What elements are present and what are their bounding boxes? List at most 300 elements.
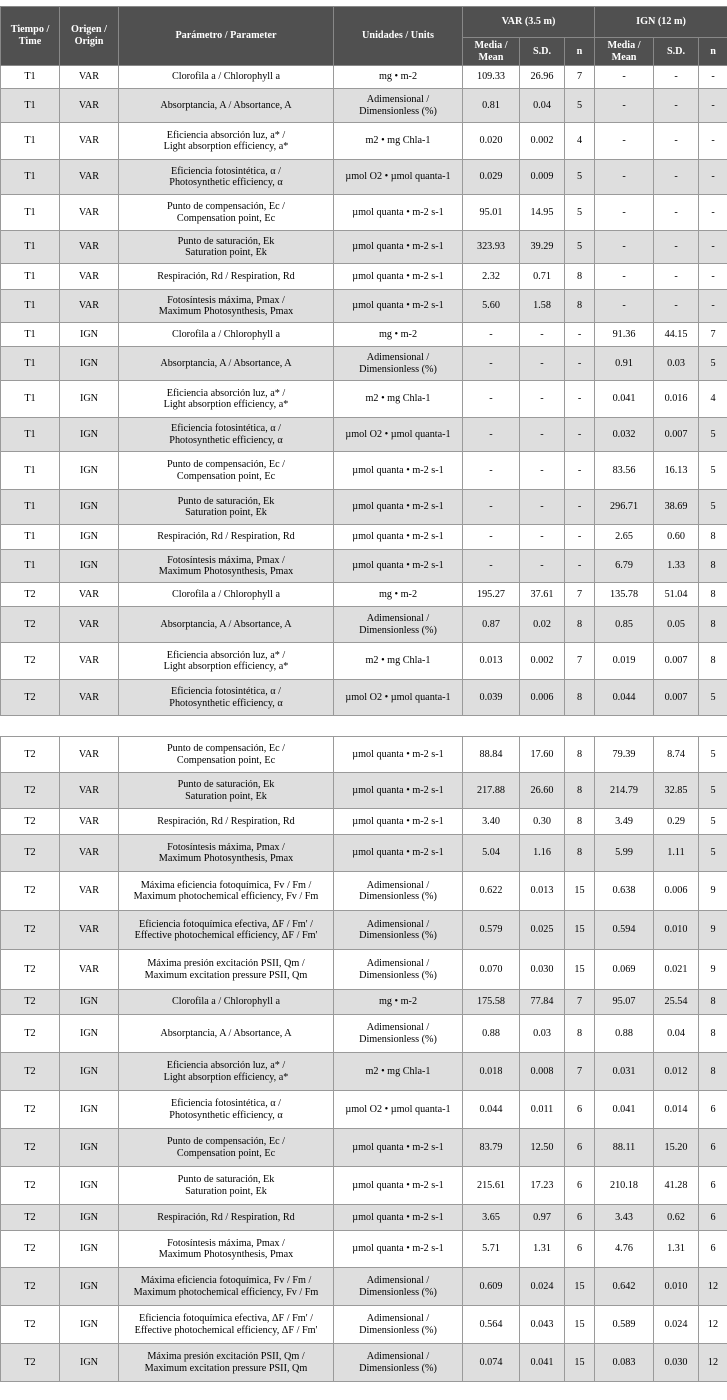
cell-var-sd: -: [520, 490, 565, 525]
cell-units-line: Adimensional /: [366, 958, 430, 969]
cell-units: [334, 950, 463, 990]
cell-var-mean: 0.029: [463, 160, 520, 195]
cell-parameter: [119, 911, 334, 950]
cell-parameter: [119, 550, 334, 583]
cell-units-line: Dimensionless (%): [359, 105, 437, 117]
cell-parameter-line: Clorofila a / Chlorophyll a: [171, 328, 281, 340]
table-row: [1, 1167, 727, 1205]
cell-parameter-line: Punto de compensación, Ec /: [167, 201, 285, 212]
cell-parameter: [119, 950, 334, 990]
cell-var-sd: 26.60: [520, 773, 565, 809]
cell-parameter-line: Fotosíntesis máxima, Pmax /: [167, 294, 285, 306]
cell-parameter-line: Punto de saturación, Ek: [177, 1174, 275, 1185]
cell-units-line: Dimensionless (%): [359, 930, 437, 941]
cell-var-sd: -: [520, 347, 565, 381]
cell-ign-sd: 0.62: [654, 1205, 699, 1231]
cell-ign-n: 5: [699, 347, 727, 381]
cell-var-mean: 0.564: [463, 1306, 520, 1344]
cell-parameter: [119, 809, 334, 835]
cell-ign-sd: 0.007: [654, 643, 699, 680]
table-row: [1, 452, 727, 490]
cell-parameter: [119, 381, 334, 418]
cell-var-n: 15: [565, 911, 595, 950]
cell-var-mean: 3.65: [463, 1205, 520, 1231]
cell-ign-mean: 0.642: [595, 1268, 654, 1306]
table-body-2: [1, 737, 727, 1382]
cell-units: [334, 323, 463, 347]
cell-origen: IGN: [60, 418, 119, 452]
cell-parameter-line: Light absorption efficiency, a*: [163, 1071, 289, 1083]
cell-units: [334, 583, 463, 607]
cell-parameter: [119, 607, 334, 643]
cell-parameter: [119, 452, 334, 490]
cell-tiempo: T2: [1, 1306, 60, 1344]
cell-var-mean: 175.58: [463, 990, 520, 1015]
cell-ign-n: 5: [699, 809, 727, 835]
cell-var-n: 8: [565, 1015, 595, 1053]
cell-tiempo: T2: [1, 1231, 60, 1268]
table-row: [1, 525, 727, 550]
table-row: [1, 1231, 727, 1268]
cell-parameter-line: Fotosíntesis máxima, Pmax /: [167, 841, 285, 853]
cell-var-sd: 0.025: [520, 911, 565, 950]
cell-var-n: 15: [565, 872, 595, 911]
cell-ign-mean: -: [595, 66, 654, 89]
cell-var-n: 5: [565, 195, 595, 231]
cell-units-line: µmol quanta • m-2 s-1: [352, 241, 444, 253]
cell-parameter-line: Eficiencia absorción luz, a* /: [166, 387, 286, 399]
cell-parameter: [119, 264, 334, 290]
cell-var-n: 7: [565, 1053, 595, 1091]
cell-origen: VAR: [60, 231, 119, 264]
cell-var-sd: 0.006: [520, 680, 565, 716]
cell-units-line: m2 • mg Chla-1: [365, 135, 431, 147]
cell-ign-mean: 0.041: [595, 381, 654, 418]
table-row: [1, 418, 727, 452]
cell-ign-n: 8: [699, 583, 727, 607]
cell-parameter-line: Compensation point, Ec: [176, 212, 276, 224]
table-row: [1, 583, 727, 607]
cell-tiempo: T1: [1, 231, 60, 264]
cell-parameter: [119, 231, 334, 264]
cell-var-n: 8: [565, 737, 595, 773]
cell-ign-n: 8: [699, 990, 727, 1015]
cell-var-n: 15: [565, 1268, 595, 1306]
cell-ign-n: 4: [699, 381, 727, 418]
cell-tiempo: T1: [1, 160, 60, 195]
cell-var-sd: 37.61: [520, 583, 565, 607]
cell-var-sd: -: [520, 452, 565, 490]
cell-ign-mean: -: [595, 89, 654, 123]
cell-units-line: Adimensional /: [366, 1351, 430, 1362]
cell-parameter-line: Maximum Photosynthesis, Pmax: [158, 853, 294, 864]
header-var-sd: S.D.: [520, 38, 565, 66]
cell-ign-n: 9: [699, 950, 727, 990]
table-row: [1, 737, 727, 773]
cell-tiempo: T1: [1, 525, 60, 550]
cell-ign-mean: 0.594: [595, 911, 654, 950]
cell-units-line: mg • m-2: [378, 328, 418, 340]
cell-ign-n: 6: [699, 1205, 727, 1231]
cell-parameter: [119, 1167, 334, 1205]
cell-var-sd: 0.002: [520, 123, 565, 160]
cell-units-line: µmol quanta • m-2 s-1: [352, 270, 444, 282]
cell-ign-mean: 0.019: [595, 643, 654, 680]
cell-ign-mean: 3.49: [595, 809, 654, 835]
cell-ign-sd: 38.69: [654, 490, 699, 525]
cell-ign-sd: 0.006: [654, 872, 699, 911]
cell-ign-sd: 32.85: [654, 773, 699, 809]
cell-var-mean: -: [463, 550, 520, 583]
table-row: [1, 290, 727, 323]
cell-parameter: [119, 290, 334, 323]
cell-var-mean: 2.32: [463, 264, 520, 290]
cell-var-n: 15: [565, 1344, 595, 1382]
cell-units: [334, 418, 463, 452]
table-row: [1, 680, 727, 716]
table-row: [1, 381, 727, 418]
cell-units-line: µmol quanta • m-2 s-1: [352, 464, 444, 476]
cell-units: [334, 1344, 463, 1382]
cell-units-line: Dimensionless (%): [359, 624, 437, 636]
cell-units-line: Dimensionless (%): [359, 1033, 437, 1045]
cell-var-n: 5: [565, 231, 595, 264]
cell-parameter-line: Respiración, Rd / Respiration, Rd: [157, 815, 295, 827]
cell-var-sd: 0.30: [520, 809, 565, 835]
cell-var-mean: 0.87: [463, 607, 520, 643]
table-row: [1, 809, 727, 835]
cell-parameter-line: Effective photochemical efficiency, ΔF / Fm': [134, 930, 318, 941]
cell-var-sd: 0.97: [520, 1205, 565, 1231]
cell-parameter-line: Compensation point, Ec: [176, 470, 276, 482]
cell-var-n: 15: [565, 950, 595, 990]
cell-origen: VAR: [60, 607, 119, 643]
cell-ign-sd: 25.54: [654, 990, 699, 1015]
cell-origen: VAR: [60, 290, 119, 323]
cell-tiempo: T2: [1, 607, 60, 643]
cell-parameter: [119, 490, 334, 525]
cell-origen: VAR: [60, 195, 119, 231]
cell-units: [334, 89, 463, 123]
cell-tiempo: T2: [1, 1015, 60, 1053]
cell-var-mean: 3.40: [463, 809, 520, 835]
cell-parameter: [119, 66, 334, 89]
cell-ign-mean: 91.36: [595, 323, 654, 347]
cell-parameter-line: Eficiencia absorción luz, a* /: [166, 649, 286, 661]
cell-parameter: [119, 323, 334, 347]
cell-units-line: Dimensionless (%): [359, 1324, 437, 1336]
cell-ign-mean: 0.88: [595, 1015, 654, 1053]
cell-var-mean: 215.61: [463, 1167, 520, 1205]
table-row: [1, 950, 727, 990]
cell-ign-sd: 8.74: [654, 737, 699, 773]
cell-ign-mean: 5.99: [595, 835, 654, 872]
cell-origen: VAR: [60, 737, 119, 773]
cell-ign-n: 5: [699, 452, 727, 490]
cell-ign-n: 12: [699, 1268, 727, 1306]
cell-parameter: [119, 89, 334, 123]
cell-var-mean: -: [463, 323, 520, 347]
cell-ign-sd: 0.29: [654, 809, 699, 835]
table-row: [1, 1268, 727, 1306]
cell-ign-sd: -: [654, 290, 699, 323]
cell-var-mean: -: [463, 418, 520, 452]
cell-parameter-line: Compensation point, Ec: [176, 1147, 276, 1159]
cell-ign-n: 7: [699, 323, 727, 347]
cell-units: [334, 990, 463, 1015]
cell-units: [334, 231, 463, 264]
cell-units-line: mg • m-2: [378, 71, 418, 83]
table-row: [1, 347, 727, 381]
cell-units-line: Dimensionless (%): [359, 1362, 437, 1374]
cell-units-line: µmol O2 • µmol quanta-1: [345, 1103, 451, 1115]
cell-units: [334, 264, 463, 290]
cell-origen: IGN: [60, 1015, 119, 1053]
cell-parameter: [119, 1053, 334, 1091]
cell-tiempo: T2: [1, 1344, 60, 1382]
cell-units-line: m2 • mg Chla-1: [365, 393, 431, 405]
cell-parameter: [119, 1091, 334, 1129]
cell-tiempo: T1: [1, 381, 60, 418]
cell-var-n: 8: [565, 607, 595, 643]
cell-var-n: -: [565, 323, 595, 347]
cell-origen: VAR: [60, 160, 119, 195]
cell-var-sd: 0.04: [520, 89, 565, 123]
cell-ign-sd: -: [654, 264, 699, 290]
cell-ign-n: -: [699, 89, 727, 123]
table-row: [1, 643, 727, 680]
cell-var-sd: -: [520, 550, 565, 583]
cell-ign-mean: 0.069: [595, 950, 654, 990]
cell-origen: IGN: [60, 1091, 119, 1129]
cell-parameter-line: Clorofila a / Chlorophyll a: [171, 71, 281, 83]
cell-origen: VAR: [60, 680, 119, 716]
cell-var-n: -: [565, 452, 595, 490]
cell-units-line: mg • m-2: [378, 996, 418, 1008]
cell-origen: IGN: [60, 490, 119, 525]
cell-parameter: [119, 643, 334, 680]
cell-ign-n: 5: [699, 737, 727, 773]
cell-var-mean: 323.93: [463, 231, 520, 264]
cell-tiempo: T1: [1, 66, 60, 89]
header-ign-n: n: [699, 38, 727, 66]
cell-units-line: µmol quanta • m-2 s-1: [352, 501, 444, 513]
cell-units-line: Adimensional /: [366, 1275, 430, 1286]
cell-units: [334, 1231, 463, 1268]
cell-var-n: 6: [565, 1205, 595, 1231]
cell-ign-n: -: [699, 160, 727, 195]
cell-origen: VAR: [60, 66, 119, 89]
cell-ign-n: 5: [699, 773, 727, 809]
cell-parameter-line: Absorptancia, A / Absortance, A: [160, 357, 292, 369]
cell-var-n: -: [565, 525, 595, 550]
cell-units: [334, 1053, 463, 1091]
cell-var-sd: 39.29: [520, 231, 565, 264]
cell-var-sd: 0.013: [520, 872, 565, 911]
cell-parameter-line: Maximum excitation pressure PSII, Qm: [144, 1362, 308, 1374]
header-var-group: VAR (3.5 m): [463, 7, 595, 38]
cell-ign-mean: 2.65: [595, 525, 654, 550]
cell-origen: IGN: [60, 1053, 119, 1091]
cell-parameter: [119, 583, 334, 607]
header-var-media: Media / Mean: [463, 38, 520, 66]
cell-var-sd: 26.96: [520, 66, 565, 89]
cell-units-line: µmol quanta • m-2 s-1: [352, 531, 444, 543]
table-row: [1, 1205, 727, 1231]
cell-tiempo: T1: [1, 452, 60, 490]
cell-origen: VAR: [60, 911, 119, 950]
cell-ign-n: -: [699, 195, 727, 231]
cell-ign-mean: 135.78: [595, 583, 654, 607]
cell-var-mean: 5.60: [463, 290, 520, 323]
cell-parameter-line: Punto de saturación, Ek: [177, 779, 275, 790]
cell-tiempo: T2: [1, 737, 60, 773]
cell-units-line: Dimensionless (%): [359, 891, 437, 902]
cell-var-sd: 0.71: [520, 264, 565, 290]
cell-var-n: 7: [565, 643, 595, 680]
cell-parameter: [119, 418, 334, 452]
cell-parameter-line: Eficiencia fotosintética, α /: [171, 165, 281, 177]
table-row: [1, 1129, 727, 1167]
cell-ign-mean: -: [595, 160, 654, 195]
cell-origen: IGN: [60, 1306, 119, 1344]
table-row: [1, 66, 727, 89]
cell-parameter: [119, 1344, 334, 1382]
cell-parameter-line: Maximum photochemical efficiency, Fv / Fm: [133, 1286, 319, 1298]
cell-parameter-line: Saturation point, Ek: [185, 507, 267, 518]
cell-var-n: 8: [565, 835, 595, 872]
cell-ign-mean: -: [595, 290, 654, 323]
table-part-2: [0, 736, 727, 1382]
cell-var-n: 8: [565, 773, 595, 809]
cell-ign-n: 12: [699, 1306, 727, 1344]
cell-ign-mean: 4.76: [595, 1231, 654, 1268]
cell-var-n: 7: [565, 583, 595, 607]
cell-parameter-line: Absorptancia, A / Absortance, A: [160, 1027, 292, 1039]
cell-parameter: [119, 1306, 334, 1344]
cell-var-n: 6: [565, 1167, 595, 1205]
cell-ign-sd: 16.13: [654, 452, 699, 490]
cell-ign-n: -: [699, 290, 727, 323]
cell-var-mean: 0.044: [463, 1091, 520, 1129]
cell-tiempo: T1: [1, 347, 60, 381]
cell-ign-mean: 6.79: [595, 550, 654, 583]
cell-ign-sd: 0.05: [654, 607, 699, 643]
cell-ign-mean: -: [595, 231, 654, 264]
cell-parameter: [119, 1268, 334, 1306]
cell-var-n: 6: [565, 1091, 595, 1129]
cell-parameter-line: Eficiencia fotoquímica efectiva, ΔF / Fm' /: [139, 1313, 313, 1324]
cell-var-sd: 1.16: [520, 835, 565, 872]
cell-units: [334, 1129, 463, 1167]
cell-parameter: [119, 1129, 334, 1167]
cell-origen: IGN: [60, 550, 119, 583]
header-ign-sd: S.D.: [654, 38, 699, 66]
cell-ign-sd: 0.007: [654, 418, 699, 452]
cell-origen: VAR: [60, 264, 119, 290]
cell-ign-mean: 0.044: [595, 680, 654, 716]
cell-parameter-line: Máxima eficiencia fotoquímica, Fv / Fm /: [140, 1275, 312, 1286]
table-row: [1, 911, 727, 950]
cell-units: [334, 809, 463, 835]
cell-ign-sd: 0.014: [654, 1091, 699, 1129]
cell-tiempo: T2: [1, 1205, 60, 1231]
table-header: [1, 7, 727, 66]
cell-var-mean: 83.79: [463, 1129, 520, 1167]
table-row: [1, 490, 727, 525]
cell-ign-n: -: [699, 264, 727, 290]
cell-var-sd: 1.31: [520, 1231, 565, 1268]
table-body-1: [1, 66, 727, 716]
cell-origen: VAR: [60, 809, 119, 835]
cell-var-n: 6: [565, 1129, 595, 1167]
cell-ign-sd: 44.15: [654, 323, 699, 347]
cell-parameter-line: Photosynthetic efficiency, α: [169, 1109, 283, 1121]
cell-origen: IGN: [60, 1129, 119, 1167]
cell-parameter-line: Clorofila a / Chlorophyll a: [171, 996, 281, 1008]
cell-var-n: -: [565, 381, 595, 418]
cell-units-line: µmol quanta • m-2 s-1: [352, 847, 444, 859]
cell-origen: IGN: [60, 347, 119, 381]
cell-parameter: [119, 195, 334, 231]
cell-parameter: [119, 123, 334, 160]
cell-tiempo: T1: [1, 264, 60, 290]
cell-units: [334, 911, 463, 950]
table-row: [1, 990, 727, 1015]
cell-units-line: µmol quanta • m-2 s-1: [352, 1179, 444, 1191]
cell-parameter-line: Absorptancia, A / Absortance, A: [160, 99, 292, 111]
cell-var-n: 4: [565, 123, 595, 160]
cell-tiempo: T1: [1, 123, 60, 160]
cell-parameter-line: Maximum Photosynthesis, Pmax: [158, 566, 294, 577]
cell-tiempo: T2: [1, 643, 60, 680]
cell-units: [334, 643, 463, 680]
cell-ign-sd: 0.030: [654, 1344, 699, 1382]
cell-origen: VAR: [60, 773, 119, 809]
cell-parameter-line: Fotosíntesis máxima, Pmax /: [167, 1237, 285, 1249]
cell-var-mean: 0.013: [463, 643, 520, 680]
cell-parameter: [119, 990, 334, 1015]
cell-parameter-line: Punto de compensación, Ec /: [167, 743, 285, 754]
cell-ign-sd: -: [654, 123, 699, 160]
cell-units-line: Dimensionless (%): [359, 969, 437, 981]
cell-tiempo: T2: [1, 1053, 60, 1091]
cell-ign-sd: 0.60: [654, 525, 699, 550]
cell-ign-sd: -: [654, 231, 699, 264]
cell-ign-n: -: [699, 66, 727, 89]
cell-var-mean: 5.71: [463, 1231, 520, 1268]
cell-tiempo: T2: [1, 773, 60, 809]
cell-units-line: µmol quanta • m-2 s-1: [352, 1141, 444, 1153]
table-part-1: [0, 6, 727, 716]
cell-ign-mean: 0.85: [595, 607, 654, 643]
cell-var-n: 6: [565, 1231, 595, 1268]
cell-var-mean: 88.84: [463, 737, 520, 773]
cell-units-line: Adimensional /: [366, 918, 430, 930]
cell-var-n: 7: [565, 66, 595, 89]
cell-var-sd: 0.024: [520, 1268, 565, 1306]
cell-units: [334, 737, 463, 773]
cell-parameter: [119, 773, 334, 809]
cell-var-n: 5: [565, 160, 595, 195]
cell-ign-sd: 1.33: [654, 550, 699, 583]
cell-parameter: [119, 1015, 334, 1053]
cell-var-n: -: [565, 550, 595, 583]
cell-origen: IGN: [60, 323, 119, 347]
cell-units: [334, 381, 463, 418]
cell-parameter-line: Effective photochemical efficiency, ΔF / Fm': [134, 1324, 318, 1336]
cell-origen: VAR: [60, 872, 119, 911]
